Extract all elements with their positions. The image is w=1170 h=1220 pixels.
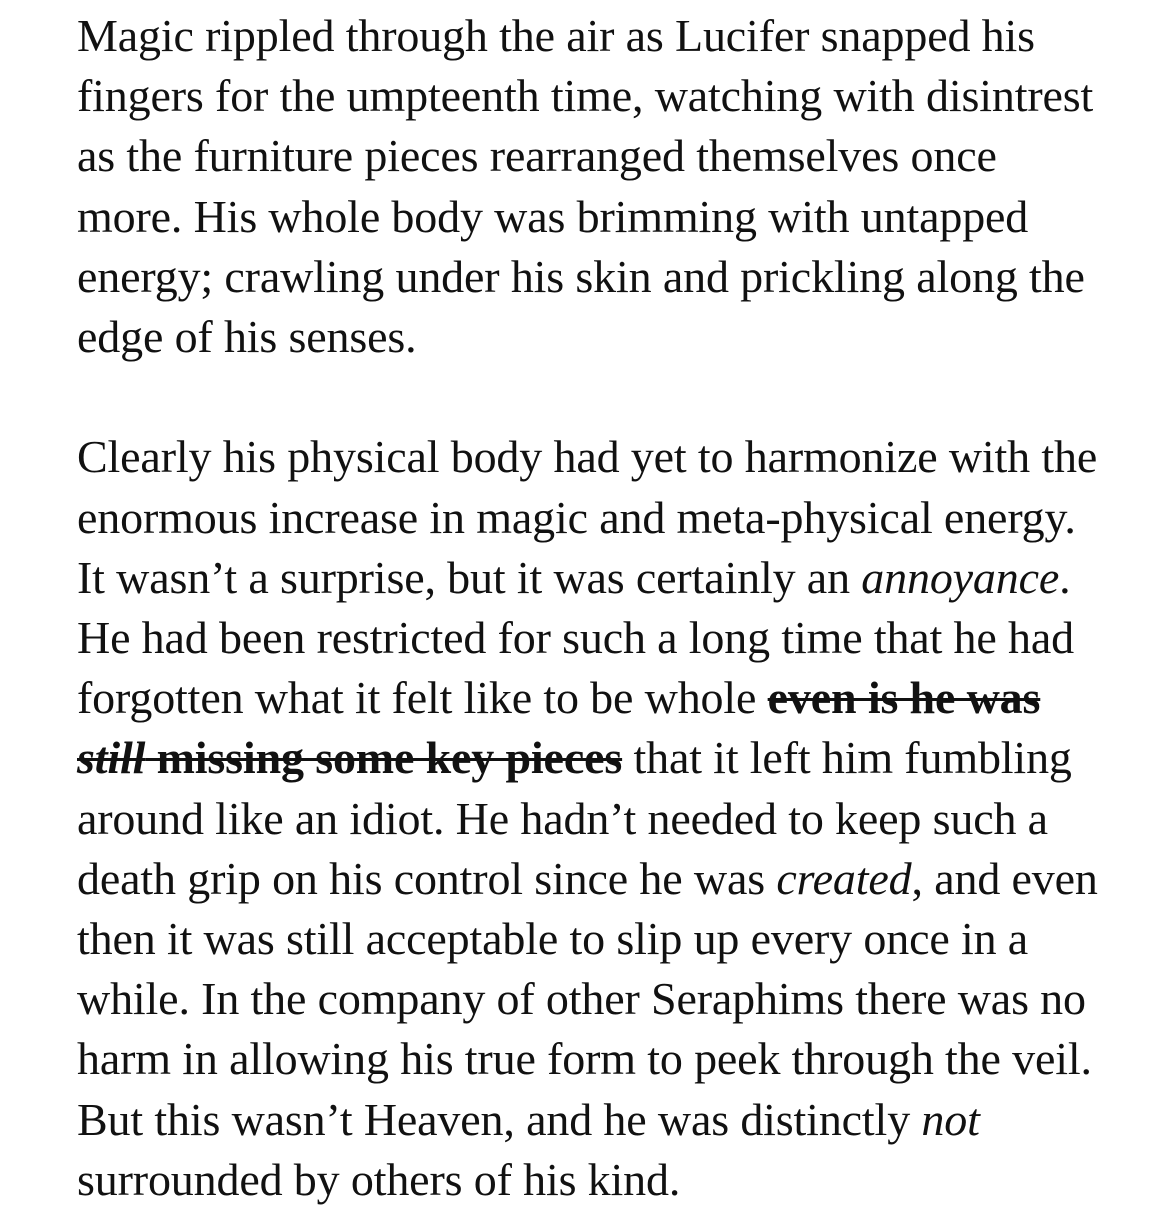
paragraph-1-text: Magic rippled through the air as Lucifer snapped his fingers for the umpteenth time, watching with disintrest as the furniture pieces rearranged themselves once more. His whole body was brimming with untapped energy; crawling under his skin and prickling along the edge of his senses. [77,10,1094,363]
struck-italic-still: still [77,732,146,784]
paragraph-2-text-5: surrounded by others of his kind. [77,1153,681,1205]
italic-not: not [921,1093,980,1145]
paragraph-2 [77,427,1107,1210]
paragraph-2-text-1: Clearly his physical body had yet to harmonize with the enormous increase in magic and meta-physical energy. It wasn’t a surprise, but it was certainly an [77,431,1098,603]
struck-text-2: missing some key pieces [145,732,623,784]
paragraph-2-text-4: , and even then it was still acceptable to slip up every once in a while. In the company of other Seraphims there was no harm in allowing his true form to peek through the veil. But this wasn’t Heaven, and he was distinctly [77,852,1098,1145]
italic-annoyance: annoyance [861,551,1060,603]
italic-created: created [776,852,912,904]
struck-text-1: even is he was [767,672,1041,724]
paragraph-2-text-2: . He had been restricted for such a long time that he had forgotten what it felt like to be whole [77,551,1074,724]
paragraph-2-text-3: that it left him fumbling around like an idiot. He hadn’t needed to keep such a death grip on his control since he was [77,732,1072,904]
paragraph-1 [77,6,1107,367]
document-body [77,6,1107,1210]
